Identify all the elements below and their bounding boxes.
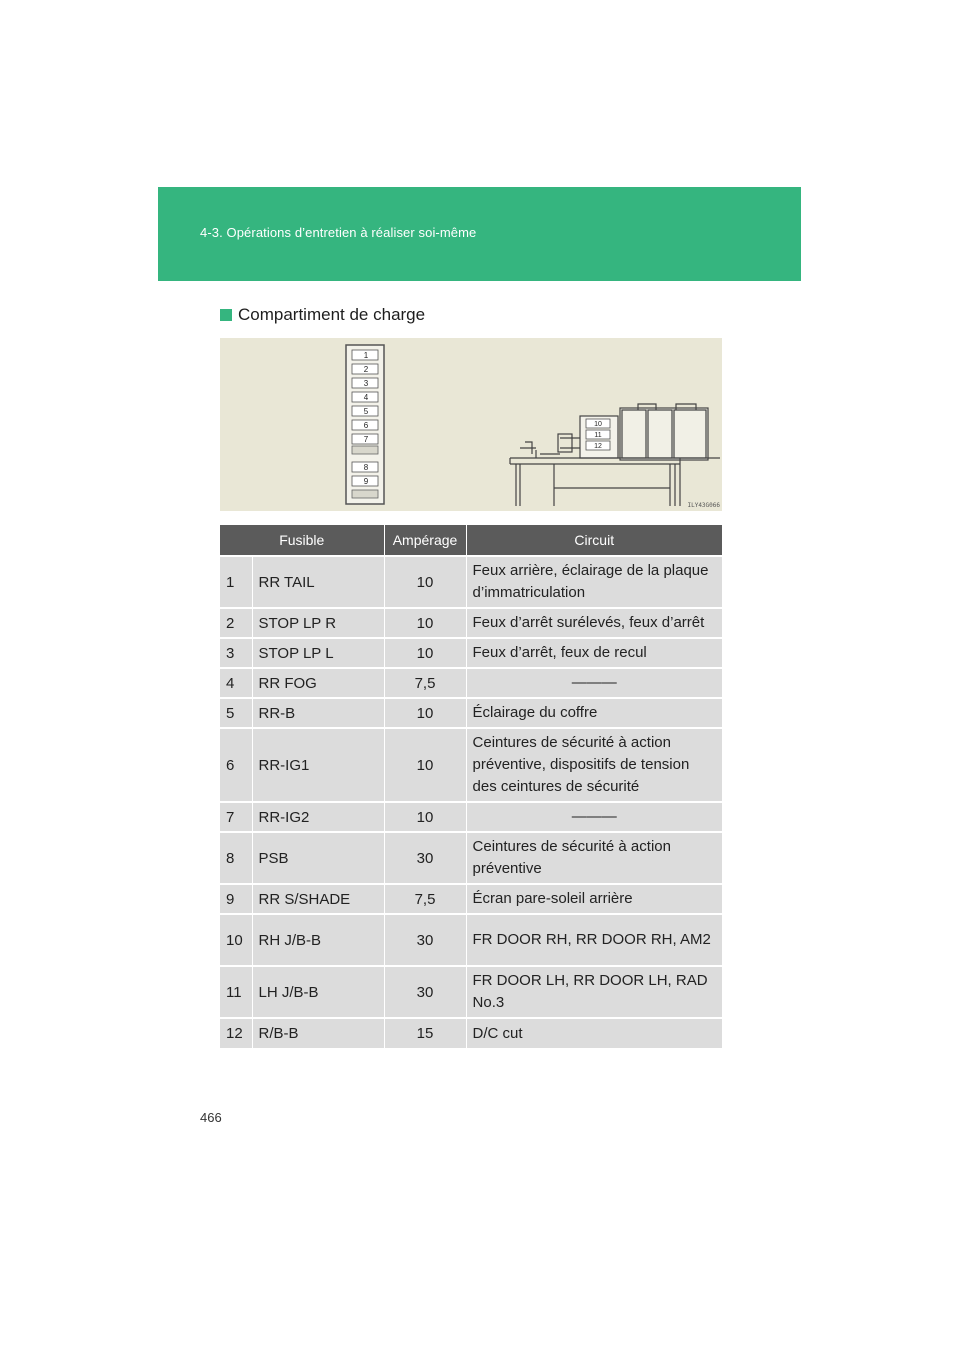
fuse-amperage: 7,5 — [384, 884, 466, 914]
fuse-circuit: Feux d’arrêt, feux de recul — [466, 638, 722, 668]
table-row — [220, 668, 722, 698]
subsection-heading — [220, 305, 425, 325]
relay-block-drawing — [510, 404, 720, 506]
fuse-name: RR TAIL — [252, 556, 384, 608]
table-row — [220, 802, 722, 832]
fuse-name: RR-IG1 — [252, 728, 384, 802]
fuse-amperage: 10 — [384, 802, 466, 832]
fuse-amperage: 7,5 — [384, 668, 466, 698]
fuse-slot-label: 9 — [363, 477, 369, 486]
fuse-amperage: 10 — [384, 728, 466, 802]
fuse-number: 4 — [220, 668, 252, 698]
header-amperage: Ampérage — [384, 525, 466, 556]
fuse-name: LH J/B-B — [252, 966, 384, 1018]
fuse-circuit: Écran pare-soleil arrière — [466, 884, 722, 914]
fuse-name: STOP LP L — [252, 638, 384, 668]
fuse-name: R/B-B — [252, 1018, 384, 1048]
fuse-location-illustration — [220, 338, 722, 511]
table-row — [220, 608, 722, 638]
fuse-slot-label: 7 — [363, 435, 369, 444]
fuse-circuit: Ceintures de sécurité à action préventive — [466, 832, 722, 884]
fuse-name: RR FOG — [252, 668, 384, 698]
fuse-amperage: 15 — [384, 1018, 466, 1048]
spare-slot — [352, 490, 378, 498]
square-bullet-icon — [220, 309, 232, 321]
fuse-circuit: FR DOOR LH, RR DOOR LH, RAD No.3 — [466, 966, 722, 1018]
fuse-amperage: 10 — [384, 608, 466, 638]
fuse-circuit: Ceintures de sécurité à action préventive, dispositifs de tension des ceintures de sécurité — [466, 728, 722, 802]
fuse-number: 10 — [220, 914, 252, 966]
table-row — [220, 966, 722, 1018]
fuse-name: RR S/SHADE — [252, 884, 384, 914]
table-row — [220, 556, 722, 608]
fuse-amperage: 30 — [384, 832, 466, 884]
fuse-circuit: Feux d’arrêt surélevés, feux d’arrêt — [466, 608, 722, 638]
fuse-amperage: 10 — [384, 556, 466, 608]
fuse-slot-label: 11 — [594, 432, 602, 439]
fuse-amperage: 10 — [384, 698, 466, 728]
fuse-number: 7 — [220, 802, 252, 832]
fuse-name: PSB — [252, 832, 384, 884]
fuse-slot-label: 6 — [363, 421, 369, 430]
fuse-number: 3 — [220, 638, 252, 668]
fuse-number: 12 — [220, 1018, 252, 1048]
table-row — [220, 1018, 722, 1048]
fuse-box-drawing — [220, 338, 722, 511]
fuse-number: 8 — [220, 832, 252, 884]
fuse-circuit: D/C cut — [466, 1018, 722, 1048]
table-row — [220, 832, 722, 884]
table-header-row — [220, 525, 722, 556]
fuse-slot-label: 10 — [594, 421, 602, 428]
page-number: 466 — [200, 1110, 222, 1125]
fuse-number: 1 — [220, 556, 252, 608]
spare-slot — [352, 446, 378, 454]
table-row — [220, 728, 722, 802]
table-row — [220, 914, 722, 966]
fuse-name: STOP LP R — [252, 608, 384, 638]
fuse-name: RR-B — [252, 698, 384, 728]
header-fuse: Fusible — [220, 525, 384, 556]
figure-code: ILY43G066 — [687, 502, 720, 509]
subsection-title: Compartiment de charge — [238, 305, 426, 324]
fuse-name: RH J/B-B — [252, 914, 384, 966]
fuse-number: 5 — [220, 698, 252, 728]
table-row — [220, 884, 722, 914]
fuse-number: 9 — [220, 884, 252, 914]
fuse-slot-label: 4 — [363, 393, 369, 402]
fuse-table — [220, 525, 722, 1048]
fuse-circuit: FR DOOR RH, RR DOOR RH, AM2 — [466, 914, 722, 966]
fuse-number: 6 — [220, 728, 252, 802]
fuse-circuit: Éclairage du coffre — [466, 698, 722, 728]
section-header-band — [158, 187, 801, 281]
table-row — [220, 698, 722, 728]
fuse-slot-label: 8 — [363, 463, 369, 472]
fuse-circuit: ——— — [466, 802, 722, 832]
section-title: 4-3. Opérations d’entretien à réaliser soi-même — [200, 225, 477, 240]
table-row — [220, 638, 722, 668]
fuse-slot-label: 1 — [363, 351, 369, 360]
fuse-slot-label: 12 — [594, 443, 602, 450]
fuse-name: RR-IG2 — [252, 802, 384, 832]
fuse-amperage: 30 — [384, 966, 466, 1018]
fuse-number: 11 — [220, 966, 252, 1018]
fuse-slot-label: 5 — [363, 407, 369, 416]
fuse-amperage: 30 — [384, 914, 466, 966]
fuse-circuit: ——— — [466, 668, 722, 698]
fuse-amperage: 10 — [384, 638, 466, 668]
fuse-circuit: Feux arrière, éclairage de la plaque d’immatriculation — [466, 556, 722, 608]
header-circuit: Circuit — [466, 525, 722, 556]
fuse-slot-label: 3 — [363, 379, 369, 388]
fuse-slot-label: 2 — [363, 365, 369, 374]
fuse-number: 2 — [220, 608, 252, 638]
